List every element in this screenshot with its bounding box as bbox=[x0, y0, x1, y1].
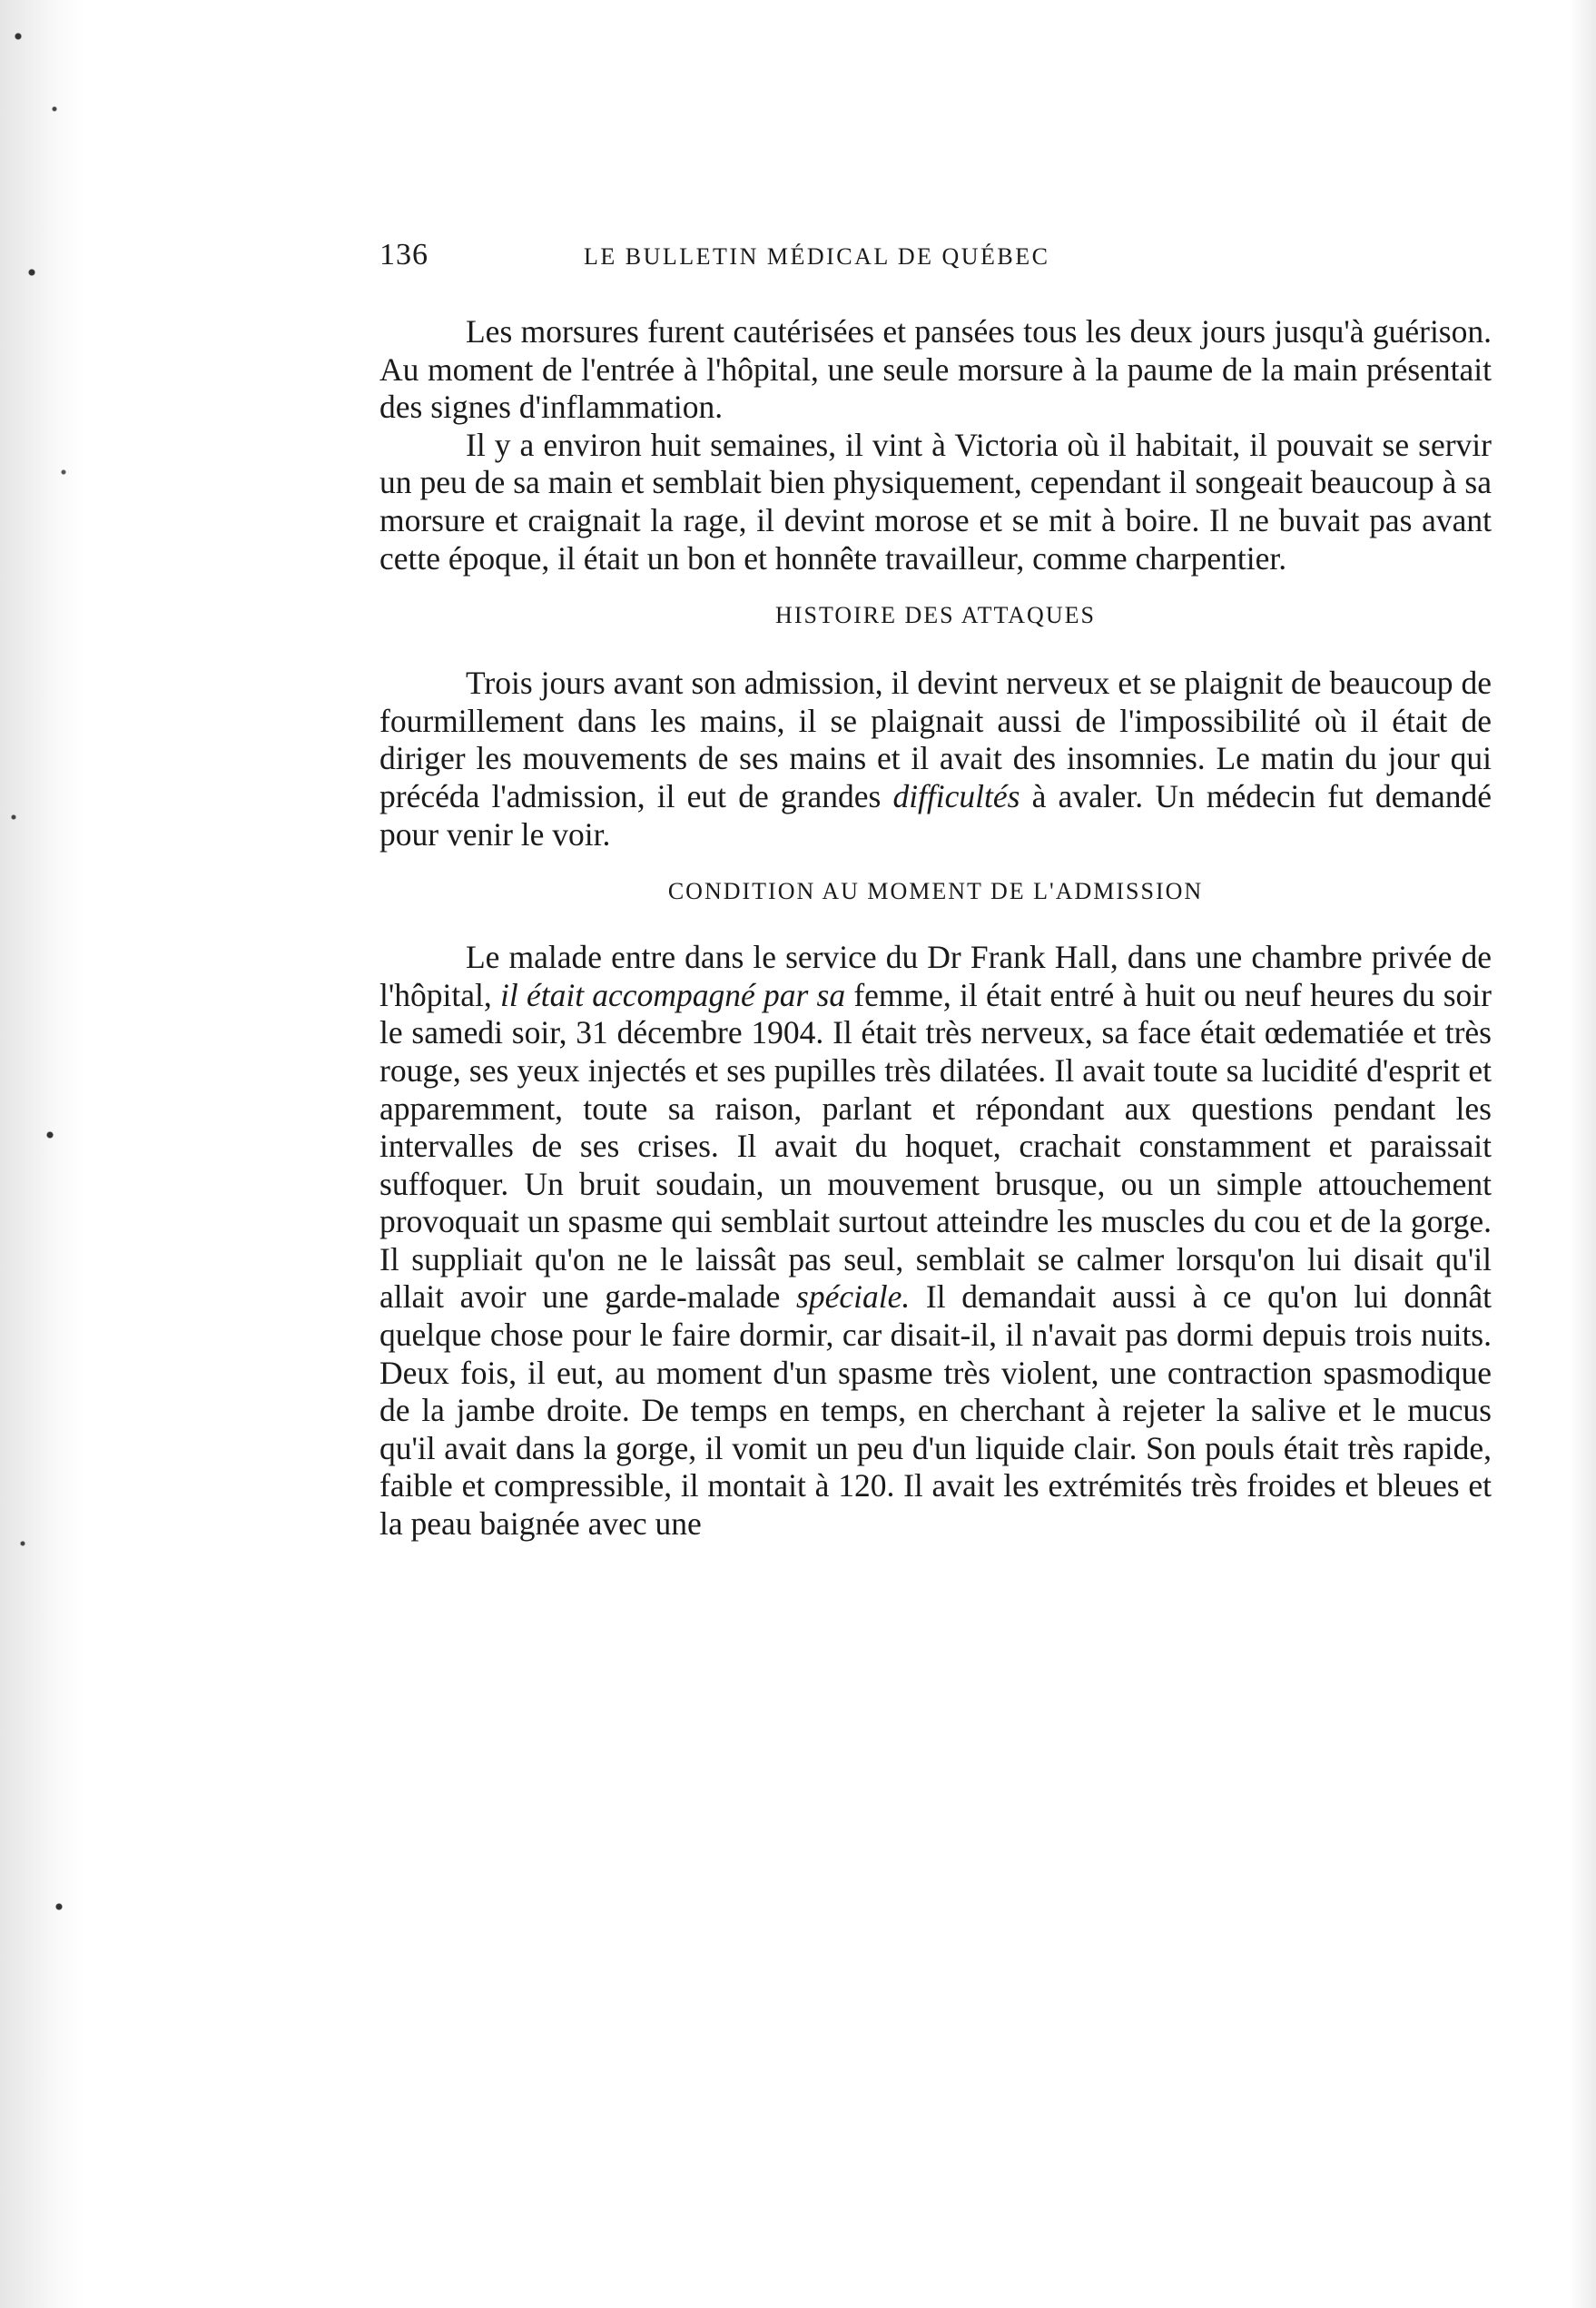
paragraph-3-text-b: à avaler. Un médecin fut demandé pour venir le voir. bbox=[379, 777, 1492, 853]
page-number: 136 bbox=[379, 238, 429, 271]
running-title: LE BULLETIN MÉDICAL DE QUÉBEC bbox=[584, 243, 1050, 270]
scan-edge-left bbox=[0, 0, 86, 2308]
page-header bbox=[379, 238, 1287, 274]
section-heading-condition: CONDITION AU MOMENT DE L'ADMISSION bbox=[667, 878, 1204, 905]
paragraph-3 bbox=[379, 665, 1492, 853]
paragraph-1: Les morsures furent cautérisées et pansées tous les deux jours jusqu'à guérison. Au moment de l'entrée à l'hôpital, une seule morsure à la paume de la main présentait des signes d'inflammation. bbox=[379, 313, 1492, 426]
paragraph-4 bbox=[379, 939, 1492, 1544]
paragraph-4-text-a: Le malade entre dans le service du Dr Frank Hall, dans une chambre privée de l'hôpital, bbox=[379, 939, 1492, 1013]
paragraph-4-emphasis-1: il était accompagné par sa bbox=[499, 976, 846, 1013]
paragraph-3-emphasis: difficultés bbox=[892, 777, 1020, 814]
paragraph-3-text-a: Trois jours avant son admission, il devint nerveux et se plaignit de beaucoup de fourmillement dans les mains, il se plaignait aussi de l'impossibilité où il était de diriger les mouvements de ses mains et il avait des insomnies. Le matin du jour qui précéda l'admission, il eut de grandes bbox=[379, 665, 1492, 814]
paragraph-2: Il y a environ huit semaines, il vint à Victoria où il habitait, il pouvait se servir un peu de sa main et semblait bien physiquement, cependant il songeait beaucoup à sa morsure et craignait la rage, il devint morose et se mit à boire. Il ne buvait pas avant cette époque, il était un bon et honnête travailleur, comme charpentier. bbox=[379, 426, 1492, 577]
paragraph-4-text-c: Il demandait aussi à ce qu'on lui donnât quelque chose pour le faire dormir, car disait-il, il n'avait pas dormi depuis trois nuits. Deux fois, il eut, au moment d'un spasme très violent, une contraction spasmodique de la jambe droite. De temps en temps, en cherchant à rejeter la salive et le mucus qu'il avait dans la gorge, il vomit un peu d'un liquide clair. Son pouls était très rapide, faible et compressible, il montait à 120. Il avait les extrémités très froides et bleues et la peau baignée avec une bbox=[379, 1278, 1492, 1543]
article-body bbox=[379, 313, 1492, 1544]
paragraph-4-emphasis-2: spéciale. bbox=[796, 1278, 911, 1316]
section-heading-histoire: HISTOIRE DES ATTAQUES bbox=[775, 602, 1096, 629]
scan-edge-right bbox=[1569, 0, 1596, 2308]
paragraph-4-text-b: femme, il était entré à huit ou neuf heures du soir le samedi soir, 31 décembre 1904. Il était très nerveux, sa face était œdematiée et très rouge, ses yeux injectés et ses pupilles très dilatées. Il avait toute sa lucidité d'esprit et apparemment, toute sa raison, parlant et répondant aux questions pendant les intervalles de ses crises. Il avait du hoquet, crachait constamment et paraissait suffoquer. Un bruit soudain, un mouvement brusque, ou un simple attouchement provoquait un spasme qui semblait surtout atteindre les muscles du cou et de la gorge. Il suppliait qu'on ne le laissât pas seul, semblait se calmer lorsqu'on lui disait qu'il allait avoir une garde-malade bbox=[379, 976, 1492, 1316]
